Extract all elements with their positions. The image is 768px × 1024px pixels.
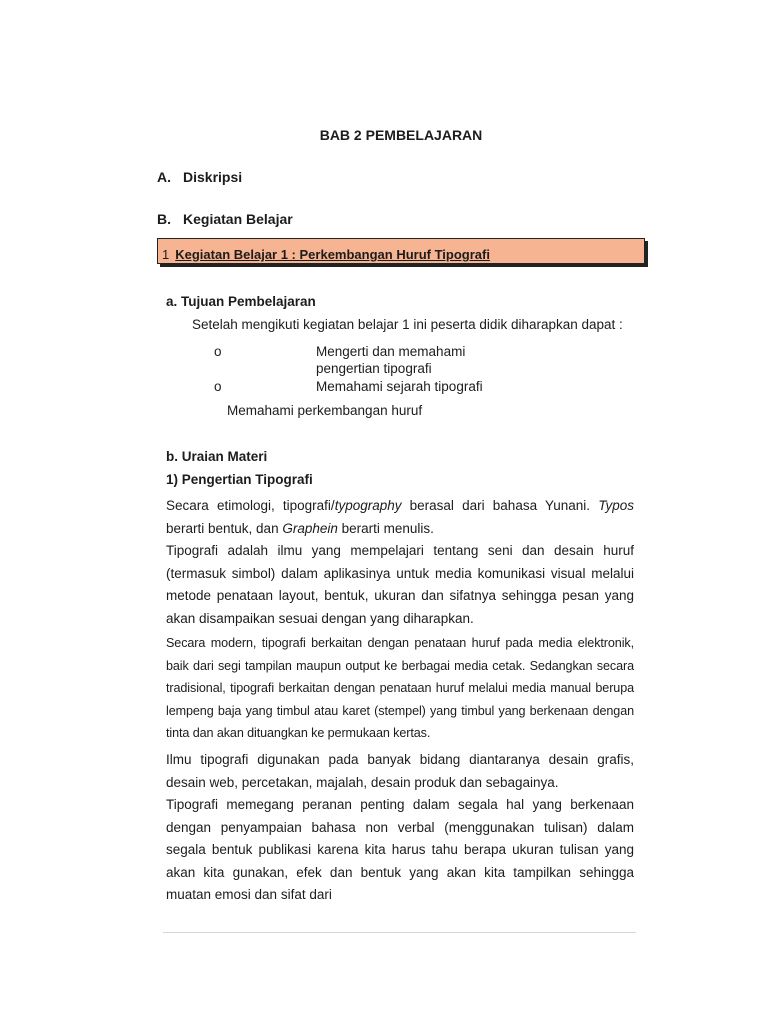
p3-text: Secara modern, tipografi berkaitan dengan penataan huruf pada media elektronik, baik dari segi tampilan maupun output ke berbagai media cetak. Sedangkan secara tradisional, tipografi berkaitan dengan penataan huruf melalui media manual berupa lempeng baja yang timbul atau karet (stempel) yang timbul yang berkenaan dengan tinta dan akan dituangkan ke permukaan kertas.: [166, 636, 634, 740]
banner-text: Kegiatan Belajar 1 : Perkembangan Huruf Tipografi: [175, 247, 490, 262]
page-title: BAB 2 PEMBELAJARAN: [319, 127, 483, 143]
p1-text-4: berarti menulis.: [337, 520, 434, 536]
section-b-label: Kegiatan Belajar: [183, 211, 293, 227]
bullet-marker-1: o: [214, 344, 222, 359]
page-footer-divider: [163, 932, 636, 933]
p1-italic-graphein: Graphein: [282, 520, 338, 536]
p1-italic-typos: Typos: [598, 498, 634, 513]
tujuan-item-1-cont: pengertian tipografi: [316, 361, 432, 376]
tujuan-intro: Setelah mengikuti kegiatan belajar 1 ini peserta didik diharapkan dapat :: [192, 317, 623, 332]
paragraph-etimologi: [166, 495, 634, 540]
p5-text: Tipografi memegang peranan penting dalam segala hal yang berkenaan dengan penyampaian bahasa non verbal (menggunakan tulisan) dalam segala bentuk publikasi karena kita harus tahu berapa ukuran tulisan yang akan kita gunakan, efek dan bentuk yang akan kita tampilkan sehingga muatan emosi dan sifat dari: [166, 797, 634, 902]
paragraph-bidang: [166, 749, 634, 794]
p1-italic-typography: typography: [334, 498, 402, 513]
section-a-number: A.: [157, 169, 171, 185]
section-b-number: B.: [157, 211, 171, 227]
section-a-label: Diskripsi: [183, 169, 243, 185]
uraian-subheading: 1) Pengertian Tipografi: [166, 472, 313, 487]
paragraph-peranan: [166, 794, 634, 907]
p2-text: Tipografi adalah ilmu yang mempelajari tentang seni dan desain huruf (termasuk simbol) dalam aplikasinya untuk media komunikasi visual melalui metode penataan layout, bentuk, ukuran dan sifatnya sehingga pesan yang akan disampaikan sesuai dengan yang diharapkan.: [166, 543, 634, 626]
p1-text-3: berarti bentuk, dan: [166, 520, 283, 536]
tujuan-item-1: Mengerti dan memahami: [316, 344, 466, 359]
paragraph-definisi: [166, 540, 634, 630]
activity-banner: [157, 238, 645, 264]
tujuan-heading: a. Tujuan Pembelajaran: [166, 294, 316, 309]
tujuan-item-3: Memahami perkembangan huruf: [227, 403, 423, 418]
banner-number: 1: [162, 247, 170, 262]
section-b-heading: [157, 211, 293, 227]
p1-text-2: berasal dari bahasa Yunani.: [401, 498, 599, 513]
p4-text: Ilmu tipografi digunakan pada banyak bidang diantaranya desain grafis, desain web, percetakan, majalah, desain produk dan sebagainya.: [166, 752, 634, 790]
paragraph-modern: [166, 632, 634, 745]
section-a-heading: [157, 169, 242, 185]
tujuan-item-2: Memahami sejarah tipografi: [316, 379, 483, 394]
p1-text-1: Secara etimologi, tipografi/: [166, 498, 335, 513]
uraian-heading: b. Uraian Materi: [166, 449, 268, 464]
bullet-marker-2: o: [214, 379, 222, 394]
